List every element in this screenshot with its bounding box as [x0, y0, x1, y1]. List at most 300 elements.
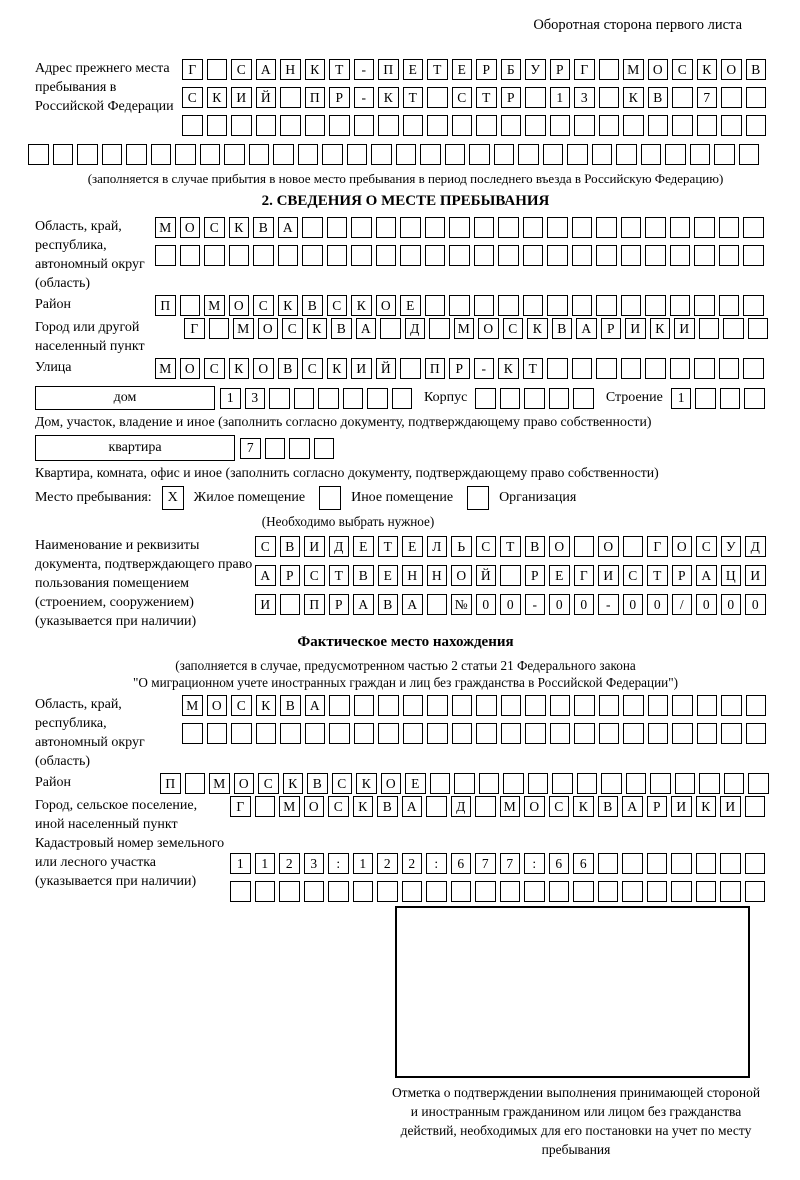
- form-cell[interactable]: [255, 796, 276, 817]
- form-cell[interactable]: [547, 358, 568, 379]
- form-cell[interactable]: [598, 881, 619, 902]
- form-cell[interactable]: М: [155, 358, 176, 379]
- form-cell[interactable]: О: [721, 59, 742, 80]
- form-cell[interactable]: :: [524, 853, 545, 874]
- form-cell[interactable]: С: [204, 217, 225, 238]
- form-cell[interactable]: С: [204, 358, 225, 379]
- form-cell[interactable]: Г: [182, 59, 203, 80]
- form-cell[interactable]: Е: [400, 295, 421, 316]
- form-cell[interactable]: С: [452, 87, 473, 108]
- form-cell[interactable]: [518, 144, 539, 165]
- form-cell[interactable]: О: [478, 318, 499, 339]
- form-cell[interactable]: [645, 295, 666, 316]
- form-cell[interactable]: Ц: [721, 565, 742, 586]
- form-cell[interactable]: [500, 388, 521, 409]
- form-cell[interactable]: [723, 318, 744, 339]
- form-cell[interactable]: Т: [403, 87, 424, 108]
- form-cell[interactable]: [351, 245, 372, 266]
- form-cell[interactable]: [525, 115, 546, 136]
- form-cell[interactable]: О: [180, 358, 201, 379]
- form-cell[interactable]: А: [402, 594, 423, 615]
- form-cell[interactable]: [182, 723, 203, 744]
- form-cell[interactable]: И: [231, 87, 252, 108]
- form-cell[interactable]: [256, 723, 277, 744]
- form-cell[interactable]: 0: [721, 594, 742, 615]
- form-cell[interactable]: [550, 115, 571, 136]
- form-cell[interactable]: Н: [280, 59, 301, 80]
- form-cell[interactable]: [699, 773, 720, 794]
- form-cell[interactable]: В: [746, 59, 767, 80]
- form-cell[interactable]: [596, 245, 617, 266]
- form-cell[interactable]: [524, 388, 545, 409]
- form-cell[interactable]: К: [527, 318, 548, 339]
- form-cell[interactable]: Р: [280, 565, 301, 586]
- form-cell[interactable]: [577, 773, 598, 794]
- form-cell[interactable]: [719, 295, 740, 316]
- form-cell[interactable]: М: [623, 59, 644, 80]
- form-cell[interactable]: А: [305, 695, 326, 716]
- form-cell[interactable]: [746, 87, 767, 108]
- form-cell[interactable]: О: [229, 295, 250, 316]
- form-cell[interactable]: [294, 388, 315, 409]
- form-cell[interactable]: [343, 388, 364, 409]
- form-cell[interactable]: -: [598, 594, 619, 615]
- form-cell[interactable]: [77, 144, 98, 165]
- form-cell[interactable]: [670, 245, 691, 266]
- form-cell[interactable]: [648, 115, 669, 136]
- form-cell[interactable]: Т: [500, 536, 521, 557]
- form-cell[interactable]: [180, 245, 201, 266]
- form-cell[interactable]: С: [672, 59, 693, 80]
- form-cell[interactable]: [567, 144, 588, 165]
- form-cell[interactable]: С: [253, 295, 274, 316]
- form-cell[interactable]: [550, 695, 571, 716]
- form-cell[interactable]: [474, 295, 495, 316]
- form-cell[interactable]: [647, 881, 668, 902]
- form-cell[interactable]: [367, 388, 388, 409]
- form-cell[interactable]: [721, 115, 742, 136]
- form-cell[interactable]: В: [598, 796, 619, 817]
- form-cell[interactable]: [494, 144, 515, 165]
- form-cell[interactable]: [699, 318, 720, 339]
- form-cell[interactable]: 2: [279, 853, 300, 874]
- form-cell[interactable]: А: [256, 59, 277, 80]
- form-cell[interactable]: [403, 115, 424, 136]
- form-cell[interactable]: [498, 245, 519, 266]
- form-cell[interactable]: 0: [549, 594, 570, 615]
- form-cell[interactable]: Р: [525, 565, 546, 586]
- form-cell[interactable]: [721, 723, 742, 744]
- form-cell[interactable]: 0: [647, 594, 668, 615]
- form-cell[interactable]: К: [356, 773, 377, 794]
- form-cell[interactable]: Р: [449, 358, 470, 379]
- form-cell[interactable]: [739, 144, 760, 165]
- form-cell[interactable]: [743, 217, 764, 238]
- form-cell[interactable]: М: [500, 796, 521, 817]
- form-cell[interactable]: К: [498, 358, 519, 379]
- form-cell[interactable]: 0: [696, 594, 717, 615]
- form-cell[interactable]: [378, 723, 399, 744]
- form-cell[interactable]: С: [258, 773, 279, 794]
- form-cell[interactable]: О: [234, 773, 255, 794]
- form-cell[interactable]: [376, 245, 397, 266]
- form-cell[interactable]: И: [720, 796, 741, 817]
- form-cell[interactable]: [427, 594, 448, 615]
- form-cell[interactable]: [745, 881, 766, 902]
- form-cell[interactable]: В: [378, 594, 399, 615]
- form-cell[interactable]: [354, 695, 375, 716]
- form-cell[interactable]: [596, 217, 617, 238]
- form-cell[interactable]: М: [155, 217, 176, 238]
- form-cell[interactable]: [596, 295, 617, 316]
- form-cell[interactable]: Й: [476, 565, 497, 586]
- form-cell[interactable]: [696, 881, 717, 902]
- form-cell[interactable]: 6: [573, 853, 594, 874]
- form-cell[interactable]: [672, 115, 693, 136]
- form-cell[interactable]: Т: [378, 536, 399, 557]
- form-cell[interactable]: [354, 115, 375, 136]
- form-cell[interactable]: Ь: [451, 536, 472, 557]
- form-cell[interactable]: [645, 245, 666, 266]
- form-cell[interactable]: [449, 245, 470, 266]
- form-cell[interactable]: [298, 144, 319, 165]
- form-cell[interactable]: [200, 144, 221, 165]
- form-cell[interactable]: О: [258, 318, 279, 339]
- form-cell[interactable]: 6: [549, 853, 570, 874]
- form-cell[interactable]: С: [304, 565, 325, 586]
- form-cell[interactable]: [474, 245, 495, 266]
- form-cell[interactable]: П: [305, 87, 326, 108]
- form-cell[interactable]: [523, 245, 544, 266]
- form-cell[interactable]: [694, 358, 715, 379]
- form-cell[interactable]: К: [229, 217, 250, 238]
- form-cell[interactable]: [204, 245, 225, 266]
- form-cell[interactable]: 3: [304, 853, 325, 874]
- form-cell[interactable]: [592, 144, 613, 165]
- form-cell[interactable]: М: [454, 318, 475, 339]
- form-cell[interactable]: [671, 881, 692, 902]
- form-cell[interactable]: А: [278, 217, 299, 238]
- form-cell[interactable]: [549, 881, 570, 902]
- form-cell[interactable]: [573, 881, 594, 902]
- form-cell[interactable]: Р: [476, 59, 497, 80]
- form-cell[interactable]: [230, 881, 251, 902]
- form-cell[interactable]: [621, 358, 642, 379]
- form-cell[interactable]: [474, 217, 495, 238]
- form-cell[interactable]: [420, 144, 441, 165]
- form-cell[interactable]: [748, 773, 769, 794]
- form-cell[interactable]: [745, 853, 766, 874]
- form-cell[interactable]: :: [328, 853, 349, 874]
- form-cell[interactable]: И: [598, 565, 619, 586]
- form-cell[interactable]: К: [307, 318, 328, 339]
- form-cell[interactable]: [543, 144, 564, 165]
- form-cell[interactable]: [426, 881, 447, 902]
- form-cell[interactable]: 3: [574, 87, 595, 108]
- form-cell[interactable]: Т: [427, 59, 448, 80]
- form-cell[interactable]: [501, 723, 522, 744]
- form-cell[interactable]: [670, 295, 691, 316]
- form-cell[interactable]: [403, 695, 424, 716]
- form-cell[interactable]: [479, 773, 500, 794]
- form-cell[interactable]: [318, 388, 339, 409]
- form-cell[interactable]: Н: [402, 565, 423, 586]
- form-cell[interactable]: [475, 388, 496, 409]
- form-cell[interactable]: [572, 358, 593, 379]
- form-cell[interactable]: К: [283, 773, 304, 794]
- form-cell[interactable]: [279, 881, 300, 902]
- form-cell[interactable]: В: [280, 536, 301, 557]
- form-cell[interactable]: О: [180, 217, 201, 238]
- form-cell[interactable]: [454, 773, 475, 794]
- form-cell[interactable]: [574, 723, 595, 744]
- form-cell[interactable]: [430, 773, 451, 794]
- form-cell[interactable]: [256, 115, 277, 136]
- form-cell[interactable]: К: [207, 87, 228, 108]
- form-cell[interactable]: [280, 87, 301, 108]
- form-cell[interactable]: [209, 318, 230, 339]
- form-cell[interactable]: [403, 723, 424, 744]
- form-cell[interactable]: [743, 295, 764, 316]
- form-cell[interactable]: Д: [745, 536, 766, 557]
- form-cell[interactable]: 1: [671, 388, 692, 409]
- form-cell[interactable]: 0: [574, 594, 595, 615]
- form-cell[interactable]: А: [696, 565, 717, 586]
- form-cell[interactable]: [599, 115, 620, 136]
- form-cell[interactable]: Г: [184, 318, 205, 339]
- form-cell[interactable]: [724, 773, 745, 794]
- form-cell[interactable]: [425, 245, 446, 266]
- form-cell[interactable]: [743, 245, 764, 266]
- form-cell[interactable]: [185, 773, 206, 794]
- form-cell[interactable]: [719, 217, 740, 238]
- form-cell[interactable]: В: [253, 217, 274, 238]
- form-cell[interactable]: [599, 723, 620, 744]
- form-cell[interactable]: [371, 144, 392, 165]
- form-cell[interactable]: И: [671, 796, 692, 817]
- form-cell[interactable]: М: [204, 295, 225, 316]
- form-cell[interactable]: [182, 115, 203, 136]
- form-cell[interactable]: Е: [452, 59, 473, 80]
- form-cell[interactable]: [329, 723, 350, 744]
- form-cell[interactable]: 3: [245, 388, 266, 409]
- form-cell[interactable]: [694, 295, 715, 316]
- form-cell[interactable]: [622, 853, 643, 874]
- form-cell[interactable]: [180, 295, 201, 316]
- form-cell[interactable]: [746, 695, 767, 716]
- form-cell[interactable]: [621, 295, 642, 316]
- form-cell[interactable]: [528, 773, 549, 794]
- form-cell[interactable]: [305, 115, 326, 136]
- form-cell[interactable]: Р: [647, 796, 668, 817]
- form-cell[interactable]: О: [451, 565, 472, 586]
- form-cell[interactable]: [273, 144, 294, 165]
- form-cell[interactable]: [452, 695, 473, 716]
- form-cell[interactable]: [207, 723, 228, 744]
- form-cell[interactable]: [746, 115, 767, 136]
- form-cell[interactable]: [695, 388, 716, 409]
- form-cell[interactable]: Е: [353, 536, 374, 557]
- form-cell[interactable]: С: [231, 59, 252, 80]
- form-cell[interactable]: Т: [647, 565, 668, 586]
- form-cell[interactable]: [599, 695, 620, 716]
- form-cell[interactable]: [475, 881, 496, 902]
- form-cell[interactable]: Р: [601, 318, 622, 339]
- form-cell[interactable]: [525, 723, 546, 744]
- form-cell[interactable]: Р: [550, 59, 571, 80]
- form-cell[interactable]: [552, 773, 573, 794]
- form-cell[interactable]: [697, 115, 718, 136]
- form-cell[interactable]: С: [327, 295, 348, 316]
- form-cell[interactable]: [305, 723, 326, 744]
- form-cell[interactable]: К: [229, 358, 250, 379]
- form-cell[interactable]: К: [353, 796, 374, 817]
- form-cell[interactable]: [347, 144, 368, 165]
- form-cell[interactable]: [547, 245, 568, 266]
- form-cell[interactable]: [351, 217, 372, 238]
- form-cell[interactable]: [675, 773, 696, 794]
- form-cell[interactable]: [53, 144, 74, 165]
- form-cell[interactable]: [304, 881, 325, 902]
- form-cell[interactable]: П: [155, 295, 176, 316]
- form-cell[interactable]: [672, 87, 693, 108]
- form-cell[interactable]: В: [353, 565, 374, 586]
- form-cell[interactable]: [229, 245, 250, 266]
- form-cell[interactable]: [523, 295, 544, 316]
- form-cell[interactable]: [572, 217, 593, 238]
- form-cell[interactable]: 1: [220, 388, 241, 409]
- checkbox-inoe[interactable]: [319, 486, 341, 510]
- form-cell[interactable]: 0: [745, 594, 766, 615]
- form-cell[interactable]: 0: [476, 594, 497, 615]
- form-cell[interactable]: Т: [523, 358, 544, 379]
- form-cell[interactable]: И: [674, 318, 695, 339]
- form-cell[interactable]: [616, 144, 637, 165]
- form-cell[interactable]: [745, 796, 766, 817]
- form-cell[interactable]: И: [255, 594, 276, 615]
- checkbox-zhiloe[interactable]: X: [162, 486, 184, 510]
- form-cell[interactable]: [427, 723, 448, 744]
- form-cell[interactable]: [670, 217, 691, 238]
- form-cell[interactable]: М: [279, 796, 300, 817]
- form-cell[interactable]: [328, 881, 349, 902]
- form-cell[interactable]: -: [354, 59, 375, 80]
- form-cell[interactable]: [690, 144, 711, 165]
- form-cell[interactable]: [697, 723, 718, 744]
- form-cell[interactable]: [469, 144, 490, 165]
- form-cell[interactable]: П: [304, 594, 325, 615]
- form-cell[interactable]: У: [525, 59, 546, 80]
- form-cell[interactable]: [475, 796, 496, 817]
- form-cell[interactable]: [550, 723, 571, 744]
- checkbox-organizaciya[interactable]: [467, 486, 489, 510]
- form-cell[interactable]: Р: [672, 565, 693, 586]
- form-cell[interactable]: 7: [697, 87, 718, 108]
- form-cell[interactable]: В: [280, 695, 301, 716]
- form-cell[interactable]: И: [351, 358, 372, 379]
- form-cell[interactable]: [719, 358, 740, 379]
- form-cell[interactable]: О: [304, 796, 325, 817]
- form-cell[interactable]: В: [648, 87, 669, 108]
- form-cell[interactable]: М: [209, 773, 230, 794]
- form-cell[interactable]: [498, 217, 519, 238]
- form-cell[interactable]: [720, 388, 741, 409]
- form-cell[interactable]: Р: [329, 594, 350, 615]
- form-cell[interactable]: [626, 773, 647, 794]
- stamp-box[interactable]: [395, 906, 750, 1078]
- form-cell[interactable]: Т: [329, 565, 350, 586]
- form-cell[interactable]: А: [353, 594, 374, 615]
- form-cell[interactable]: В: [525, 536, 546, 557]
- form-cell[interactable]: В: [552, 318, 573, 339]
- form-cell[interactable]: [280, 723, 301, 744]
- form-cell[interactable]: [449, 217, 470, 238]
- form-cell[interactable]: О: [549, 536, 570, 557]
- form-cell[interactable]: [376, 217, 397, 238]
- form-cell[interactable]: -: [354, 87, 375, 108]
- form-cell[interactable]: О: [648, 59, 669, 80]
- form-cell[interactable]: [672, 695, 693, 716]
- form-cell[interactable]: №: [451, 594, 472, 615]
- form-cell[interactable]: Р: [501, 87, 522, 108]
- form-cell[interactable]: [696, 853, 717, 874]
- form-cell[interactable]: В: [331, 318, 352, 339]
- form-cell[interactable]: В: [377, 796, 398, 817]
- form-cell[interactable]: О: [381, 773, 402, 794]
- form-cell[interactable]: П: [160, 773, 181, 794]
- form-cell[interactable]: [396, 144, 417, 165]
- form-cell[interactable]: С: [282, 318, 303, 339]
- form-cell[interactable]: [302, 217, 323, 238]
- form-cell[interactable]: [523, 217, 544, 238]
- form-cell[interactable]: [623, 723, 644, 744]
- form-cell[interactable]: С: [476, 536, 497, 557]
- form-cell[interactable]: Й: [376, 358, 397, 379]
- form-cell[interactable]: [400, 217, 421, 238]
- form-cell[interactable]: [392, 388, 413, 409]
- form-cell[interactable]: [476, 723, 497, 744]
- form-cell[interactable]: С: [696, 536, 717, 557]
- form-cell[interactable]: [671, 853, 692, 874]
- form-cell[interactable]: [720, 853, 741, 874]
- form-cell[interactable]: 6: [451, 853, 472, 874]
- form-cell[interactable]: 0: [623, 594, 644, 615]
- form-cell[interactable]: К: [351, 295, 372, 316]
- form-cell[interactable]: А: [402, 796, 423, 817]
- form-cell[interactable]: В: [302, 295, 323, 316]
- form-cell[interactable]: Л: [427, 536, 448, 557]
- form-cell[interactable]: [28, 144, 49, 165]
- form-cell[interactable]: [743, 358, 764, 379]
- form-cell[interactable]: О: [524, 796, 545, 817]
- form-cell[interactable]: [601, 773, 622, 794]
- form-cell[interactable]: [547, 295, 568, 316]
- form-cell[interactable]: :: [426, 853, 447, 874]
- form-cell[interactable]: [645, 358, 666, 379]
- form-cell[interactable]: 7: [240, 438, 261, 459]
- form-cell[interactable]: [476, 695, 497, 716]
- form-cell[interactable]: [151, 144, 172, 165]
- form-cell[interactable]: [525, 695, 546, 716]
- form-cell[interactable]: [647, 853, 668, 874]
- form-cell[interactable]: Й: [256, 87, 277, 108]
- form-cell[interactable]: [302, 245, 323, 266]
- form-cell[interactable]: [714, 144, 735, 165]
- form-cell[interactable]: [353, 881, 374, 902]
- form-cell[interactable]: С: [302, 358, 323, 379]
- form-cell[interactable]: Д: [405, 318, 426, 339]
- form-cell[interactable]: К: [305, 59, 326, 80]
